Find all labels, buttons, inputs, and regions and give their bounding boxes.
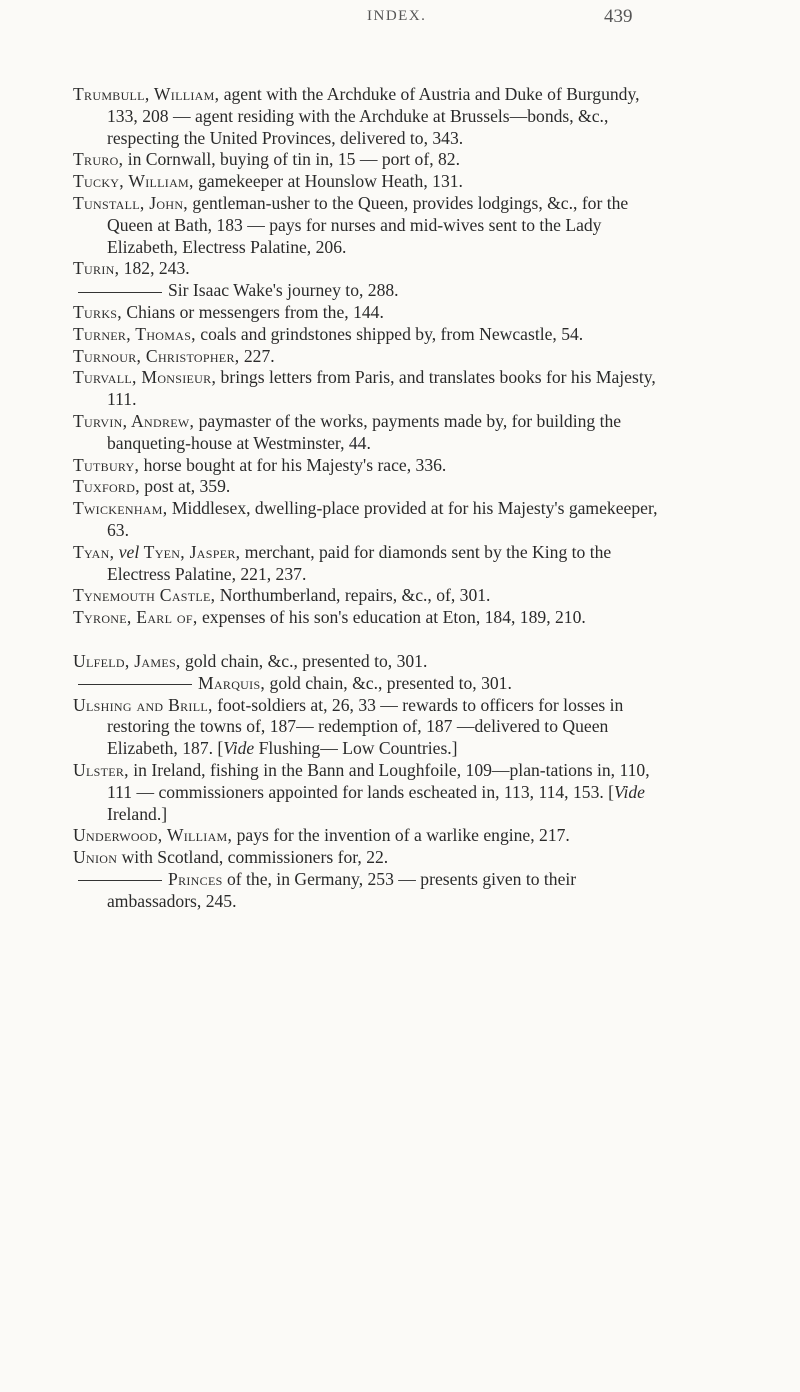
entry-headword: Truro, [73, 149, 124, 170]
entry-text: merchant, paid for diamonds sent by the King to the Electress Palatine, 221, 237. [107, 541, 612, 584]
entry-text: post at, 359. [139, 476, 231, 497]
entry-text: coals and grindstones shipped by, from Newcastle, 54. [195, 323, 584, 344]
entry-headword: Turin, [73, 258, 120, 279]
running-head [0, 6, 800, 32]
entry-text: of the, in Germany, 253 — presents given to their ambassadors, 245. [107, 868, 577, 911]
index-entry-turvin [73, 411, 673, 455]
index-entry-ulster [73, 760, 673, 825]
index-entry-union [73, 847, 673, 869]
entry-text: Sir Isaac Wake's journey to, 288. [168, 280, 399, 301]
entry-text: Chians or messengers from the, 144. [121, 301, 384, 322]
entry-headword: Ulster, [73, 759, 129, 780]
entry-headword: Turvin, Andrew, [73, 410, 195, 431]
entry-vide: Vide [223, 738, 255, 759]
entry-text: foot-soldiers at, 26, 33 — rewards to officers for losses in restoring the towns of, 187— redemption of, 187 —delivered to Queen Elizabeth, 187. [107, 694, 624, 759]
entry-vel: vel [118, 541, 140, 562]
index-entry-ulfeld [73, 651, 673, 673]
index-entry-trumbull [73, 84, 673, 149]
entry-headword: Turner, Thomas, [73, 323, 196, 344]
ditto-rule [78, 880, 162, 881]
entry-text: gold chain, &c., presented to, 301. [265, 672, 512, 693]
entry-headword: Twickenham, [73, 498, 168, 519]
index-entry-tunstall [73, 193, 673, 258]
entry-headword: Tunstall, John, [73, 192, 188, 213]
entry-text: expenses of his son's education at Eton, 184, 189, 210. [197, 607, 586, 628]
index-entry-turin [73, 258, 673, 280]
entry-headword: Trumbull, William, [73, 84, 220, 104]
entry-bracket: [ [213, 738, 224, 759]
entry-text: gamekeeper at Hounslow Heath, 131. [193, 171, 463, 192]
index-entry-turner [73, 324, 673, 346]
index-entry-tucky [73, 171, 673, 193]
entry-text: with Scotland, commissioners for, 22. [117, 847, 389, 868]
entry-vide-ref: Ireland.] [107, 803, 168, 824]
index-entry-ulshing [73, 695, 673, 760]
entry-text: brings letters from Paris, and translates books for his Majesty, 111. [107, 367, 656, 410]
entry-headword: Tuxford, [73, 476, 140, 497]
entry-headword: Turks, [73, 301, 122, 322]
entry-text: horse bought at for his Majesty's race, 336. [139, 454, 447, 475]
entry-text: Middlesex, dwelling-place provided at for his Majesty's gamekeeper, 63. [107, 498, 658, 540]
index-entry-truro [73, 149, 673, 171]
entry-text: in Cornwall, buying of tin in, 15 — port of, 82. [123, 149, 461, 170]
entry-headword: Princes [168, 868, 223, 889]
entry-headword: Tutbury, [73, 454, 140, 475]
index-entry-tyrone [73, 607, 673, 629]
entry-text: pays for the invention of a warlike engine, 217. [232, 825, 570, 846]
index-entries [73, 84, 673, 912]
entry-headword: Tyan, [73, 541, 115, 562]
entry-headword: Turnour, Christopher, [73, 345, 240, 366]
index-entry-tutbury [73, 455, 673, 477]
entry-text: 227. [239, 345, 275, 366]
index-entry-turks [73, 302, 673, 324]
index-entry-turvall [73, 367, 673, 411]
entry-bracket: [ [603, 781, 615, 802]
entry-headword: Tyrone, Earl of, [73, 607, 198, 628]
entry-vide: Vide [614, 781, 645, 802]
page-number: 439 [604, 6, 633, 27]
index-subentry-princes [73, 869, 673, 913]
index-entry-tyan [73, 542, 673, 586]
index-entry-twickenham [73, 498, 673, 542]
entry-text: gentleman-usher to the Queen, provides lodgings, &c., for the Queen at Bath, 183 — pays for nurses and mid-wives sent to the Lady Elizabeth, Electress Palatine, 206. [107, 192, 629, 257]
entry-headword: Tucky, William, [73, 171, 194, 192]
index-entry-tynemouth [73, 585, 673, 607]
entry-headword: Tynemouth Castle, [73, 585, 216, 606]
entry-vide-ref: Flushing— Low Countries.] [254, 738, 458, 759]
section-gap [73, 629, 673, 651]
entry-text: 182, 243. [119, 258, 190, 279]
entry-text: gold chain, &c., presented to, 301. [180, 650, 428, 671]
entry-headword: Ulfeld, James, [73, 650, 181, 671]
entry-headword: Underwood, William, [73, 825, 233, 846]
entry-headword: Union [73, 847, 118, 868]
entry-headword: Marquis, [198, 672, 266, 693]
ditto-rule [78, 684, 192, 685]
entry-text: Northumberland, repairs, &c., of, 301. [215, 585, 491, 606]
running-head-title: INDEX. [367, 8, 427, 24]
index-subentry-wake [73, 280, 673, 302]
entry-headword-alt: Tyen, Jasper, [143, 541, 241, 562]
entry-headword: Turvall, Monsieur, [73, 367, 217, 388]
index-subentry-marquis [73, 673, 673, 695]
index-entry-turnour [73, 346, 673, 368]
entry-text: paymaster of the works, payments made by, for building the banqueting-house at Westminster, 44. [107, 410, 622, 453]
ditto-rule [78, 292, 162, 293]
entry-text: in Ireland, fishing in the Bann and Loughfoile, 109—plan-tations in, 110, 111 — commissioners appointed for lands escheated in, 113, 114, 153. [107, 759, 650, 802]
entry-headword: Ulshing and Brill, [73, 694, 213, 715]
index-entry-tuxford [73, 476, 673, 498]
index-entry-underwood [73, 825, 673, 847]
entry-text: agent with the Archduke of Austria and Duke of Burgundy, 133, 208 — agent residing with the Archduke at Brussels—bonds, &c., respecting the United Provinces, delivered to, 343. [107, 84, 640, 148]
